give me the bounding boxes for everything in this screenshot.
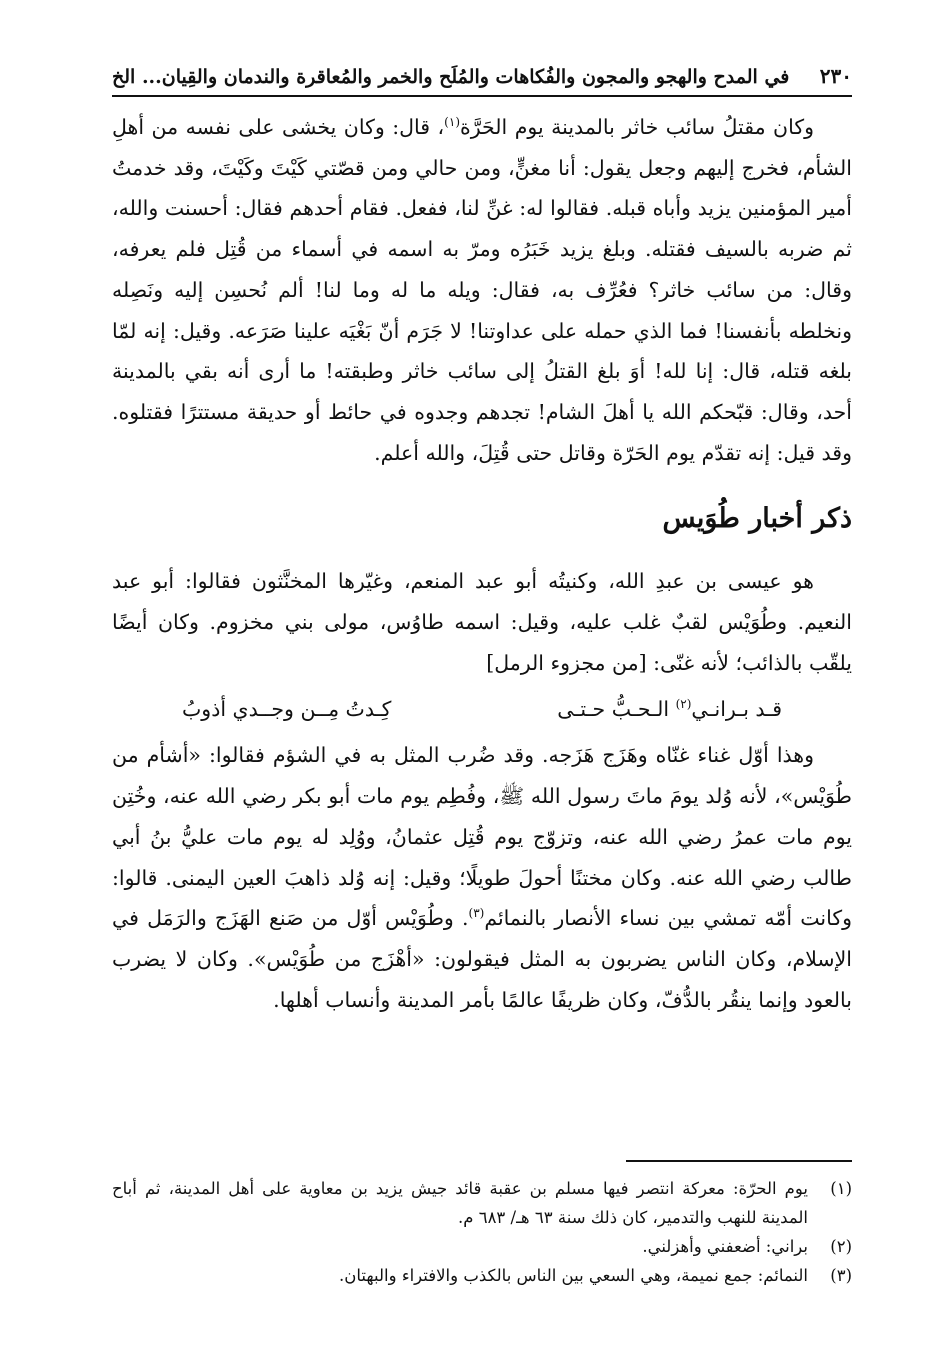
paragraph-tuways-intro: هو عيسى بن عبدِ الله، وكنيتُه أبو عبد المنعم، وغيّرها المخنَّثون فقالوا: أبو عبد النعيم. وطُوَيْس لقبٌ غلب عليه، وقيل: اسمه طاوُس، مولى بني مخزوم. وكان أيضًا يلقّب بالذائب؛ لأنه غنّى: [من مجزوء الرمل] bbox=[112, 569, 852, 675]
footnote-item bbox=[112, 1261, 852, 1290]
paragraph-tuways-proverb bbox=[112, 735, 852, 1020]
paragraph-text: وهذا أوّل غناء غنّاه وهَزَج هَزَجه. وقد ضُرب المثل به في الشؤم فقالوا: «أشأم من طُوَيْس»، لأنه وُلد يومَ ماتَ رسول الله ﷺ، وفُطِم يوم مات أبو بكر رضي الله عنه، وخُتِن يوم مات عمرُ رضي الله عنه، وتزوّج يوم قُتِل عثمانُ، ووُلِد له يوم مات عليُّ بنُ أبي طالب رضي الله عنه. وكان مختنًا أحولَ طويلًا؛ وقيل: إنه وُلد ذاهبَ العين اليمنى. قالوا: وكانت أمّه تمشي بين نساء الأنصار بالنمائم bbox=[112, 743, 852, 931]
paragraph-saib-khathir bbox=[112, 107, 852, 473]
footnote-item bbox=[112, 1232, 852, 1261]
page-number: ٢٣٠ bbox=[819, 64, 852, 88]
paragraph-text: وكان مقتلُ سائب خاثر بالمدينة يوم الحَرَّة bbox=[460, 115, 814, 139]
footnote-ref-3: (٣) bbox=[468, 906, 485, 921]
verse-hemistich-1 bbox=[557, 689, 782, 729]
running-title: في المدح والهجو والمجون والفُكاهات والمُلَح والخمر والمُعاقرة والندمان والقِيان... الخ bbox=[112, 66, 790, 88]
footnote-number: (٢) bbox=[830, 1237, 852, 1256]
footnote-number: (٣) bbox=[830, 1266, 852, 1285]
poem-verse bbox=[112, 689, 852, 729]
verse-text: الـحـبُّ حـتـى bbox=[557, 697, 676, 722]
verse-hemistich-2: كِـدتُ مِــن وجــدي أذوبُ bbox=[182, 697, 392, 722]
footnote-text: براني: أضعفني وأهزلني. bbox=[642, 1237, 808, 1256]
paragraph-text: . وطُوَيْس أوّل من صَنع الهَزَج والرَمَل في الإسلام، وكان الناس يضربون به المثل فيقولون: «أهْزَج من طُوَيْس». وكان لا يضرب بالعود وإنما ينقُر بالدُّفّ، وكان ظريفًا عالمًا بأمر المدينة وأنساب أهلها. bbox=[112, 906, 852, 1012]
footnote-ref-2: (٢) bbox=[675, 697, 692, 712]
main-text bbox=[112, 107, 852, 1020]
footnote-item bbox=[112, 1174, 852, 1232]
footnote-divider bbox=[626, 1160, 852, 1162]
footnote-text: النمائم: جمع نميمة، وهي السعي بين الناس بالكذب والافتراء والبهتان. bbox=[339, 1266, 808, 1285]
running-header bbox=[112, 62, 852, 97]
book-page bbox=[112, 62, 852, 1352]
footnote-ref-1: (١) bbox=[444, 115, 460, 130]
section-title: ذكر أخبار طُوَيس bbox=[662, 503, 852, 535]
footnote-text: يوم الحرّة: معركة انتصر فيها مسلم بن عقبة قائد جيش يزيد بن معاوية على أهل المدينة، ثم أباح المدينة للنهب والتدمير، كان ذلك سنة ٦٣ هـ/ ٦٨٣ م. bbox=[112, 1179, 808, 1227]
verse-text: قـد بـرانـي bbox=[691, 697, 782, 722]
paragraph-text: ، قال: وكان يخشى على نفسه من أهلِ الشأم، فخرج إليهم وجعل يقول: أنا مغنٍّ، ومن حالي ومن قصّتي كَيْتَ وكَيْتَ، وقد خدمتُ أمير المؤمنين يزيد وأباه قبله. فقالوا له: غنِّ لنا، ففعل. فقام أحدهم فقال: أحسنت والله، ثم ضربه بالسيف فقتله. وبلغ يزيد خَبَرُه ومرّ به اسمه في أسماء من قُتِل فلم يعرفه، وقال: من سائب خاثر؟ فعُرِّف به، فقال: ويله ما له وما لنا! ألم نُحسِن إليه ونَصِله ونخلطه بأنفسنا! فما الذي حمله على عداوتنا! لا جَرَم أنّ بَغْيَه علينا صَرَعه. وقيل: إنه لمّا بلغه قتله، قال: إنا لله! أوَ بلغ القتلُ إلى سائب خاثر وطبقته! ما أرى أنه بقي بالمدينة أحد، وقال: قبّحكم الله يا أهلَ الشام! تجدهم وجدوه في حائط أو حديقة مستترًا فقتلوه. وقد قيل: إنه تقدّم يوم الحَرّة وقاتل حتى قُتِلَ، والله أعلم. bbox=[112, 115, 852, 465]
footnotes bbox=[112, 1160, 852, 1290]
footnote-number: (١) bbox=[830, 1179, 852, 1198]
